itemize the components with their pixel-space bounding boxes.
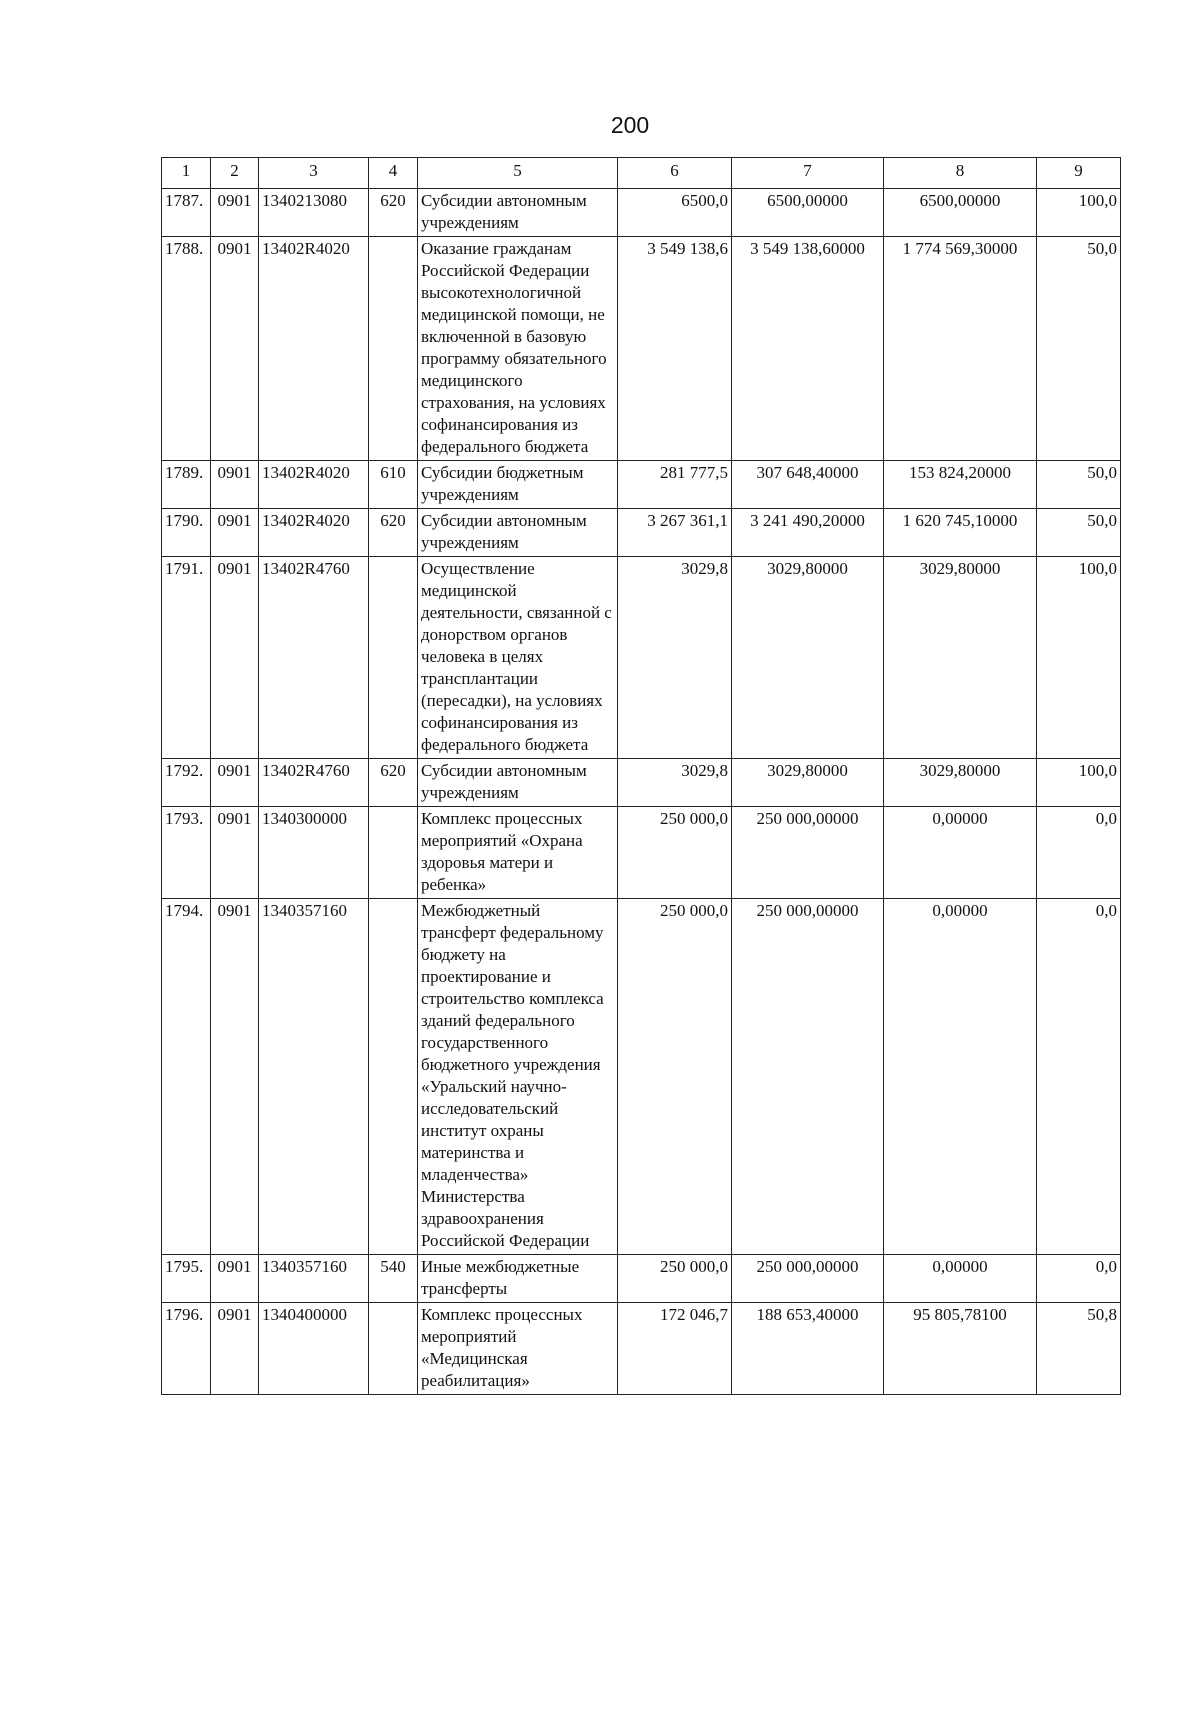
item-name: Оказание гражданам Российской Федерации высокотехнологичной медицинской помощи, не включенной в базовую программу обязательного медицинского страхования, на условиях софинансирования из федерального бюджета — [418, 237, 618, 461]
page-number: 200 — [610, 112, 650, 138]
item-name: Субсидии автономным учреждениям — [418, 509, 618, 557]
value-col6: 3029,8 — [618, 557, 732, 759]
target-code: 1340300000 — [259, 807, 369, 899]
target-code: 13402R4760 — [259, 759, 369, 807]
target-code: 13402R4020 — [259, 509, 369, 557]
section-code: 0901 — [211, 461, 259, 509]
budget-table — [161, 157, 1121, 1395]
table-row — [162, 1255, 1121, 1303]
header-cell: 4 — [369, 158, 418, 189]
value-col8: 0,00000 — [884, 899, 1037, 1255]
item-name: Осуществление медицинской деятельности, связанной с донорством органов человека в целях трансплантации (пересадки), на условиях софинансирования из федерального бюджета — [418, 557, 618, 759]
value-col6: 3029,8 — [618, 759, 732, 807]
value-col8: 6500,00000 — [884, 189, 1037, 237]
header-cell: 9 — [1037, 158, 1121, 189]
header-cell: 5 — [418, 158, 618, 189]
item-name: Межбюджетный трансферт федеральному бюджету на проектирование и строительство комплекса зданий федерального государственного бюджетного учреждения «Уральский научно-исследовательский институт охраны материнства и младенчества» Министерства здравоохранения Российской Федерации — [418, 899, 618, 1255]
value-col7: 3029,80000 — [732, 759, 884, 807]
table-row — [162, 237, 1121, 461]
value-col6: 6500,0 — [618, 189, 732, 237]
value-col6: 250 000,0 — [618, 899, 732, 1255]
percent-col9: 0,0 — [1037, 899, 1121, 1255]
row-number: 1790. — [162, 509, 211, 557]
target-code: 1340357160 — [259, 1255, 369, 1303]
expense-type — [369, 899, 418, 1255]
item-name: Субсидии бюджетным учреждениям — [418, 461, 618, 509]
percent-col9: 100,0 — [1037, 759, 1121, 807]
expense-type: 620 — [369, 759, 418, 807]
table-row — [162, 509, 1121, 557]
table-row — [162, 899, 1121, 1255]
table-row — [162, 461, 1121, 509]
percent-col9: 50,0 — [1037, 509, 1121, 557]
target-code: 13402R4020 — [259, 237, 369, 461]
percent-col9: 50,0 — [1037, 461, 1121, 509]
value-col8: 0,00000 — [884, 1255, 1037, 1303]
value-col7: 250 000,00000 — [732, 1255, 884, 1303]
target-code: 13402R4020 — [259, 461, 369, 509]
value-col8: 0,00000 — [884, 807, 1037, 899]
item-name: Комплекс процессных мероприятий «Медицинская реабилитация» — [418, 1303, 618, 1395]
expense-type — [369, 237, 418, 461]
row-number: 1792. — [162, 759, 211, 807]
row-number: 1789. — [162, 461, 211, 509]
section-code: 0901 — [211, 759, 259, 807]
section-code: 0901 — [211, 899, 259, 1255]
value-col8: 153 824,20000 — [884, 461, 1037, 509]
row-number: 1794. — [162, 899, 211, 1255]
header-cell: 3 — [259, 158, 369, 189]
percent-col9: 50,8 — [1037, 1303, 1121, 1395]
header-cell: 1 — [162, 158, 211, 189]
value-col7: 307 648,40000 — [732, 461, 884, 509]
row-number: 1795. — [162, 1255, 211, 1303]
value-col7: 3 241 490,20000 — [732, 509, 884, 557]
value-col7: 3 549 138,60000 — [732, 237, 884, 461]
value-col7: 3029,80000 — [732, 557, 884, 759]
item-name: Иные межбюджетные трансферты — [418, 1255, 618, 1303]
value-col7: 6500,00000 — [732, 189, 884, 237]
target-code: 1340213080 — [259, 189, 369, 237]
row-number: 1791. — [162, 557, 211, 759]
expense-type — [369, 557, 418, 759]
header-cell: 7 — [732, 158, 884, 189]
expense-type: 620 — [369, 509, 418, 557]
value-col6: 281 777,5 — [618, 461, 732, 509]
percent-col9: 0,0 — [1037, 1255, 1121, 1303]
value-col8: 3029,80000 — [884, 759, 1037, 807]
expense-type: 620 — [369, 189, 418, 237]
section-code: 0901 — [211, 1255, 259, 1303]
value-col6: 3 267 361,1 — [618, 509, 732, 557]
table-row — [162, 1303, 1121, 1395]
value-col6: 250 000,0 — [618, 807, 732, 899]
value-col7: 250 000,00000 — [732, 807, 884, 899]
row-number: 1796. — [162, 1303, 211, 1395]
row-number: 1787. — [162, 189, 211, 237]
table-row — [162, 807, 1121, 899]
percent-col9: 100,0 — [1037, 189, 1121, 237]
value-col8: 1 774 569,30000 — [884, 237, 1037, 461]
table-row — [162, 189, 1121, 237]
table-row — [162, 557, 1121, 759]
value-col6: 250 000,0 — [618, 1255, 732, 1303]
section-code: 0901 — [211, 509, 259, 557]
header-cell: 6 — [618, 158, 732, 189]
row-number: 1793. — [162, 807, 211, 899]
value-col8: 95 805,78100 — [884, 1303, 1037, 1395]
percent-col9: 100,0 — [1037, 557, 1121, 759]
target-code: 1340357160 — [259, 899, 369, 1255]
percent-col9: 0,0 — [1037, 807, 1121, 899]
target-code: 13402R4760 — [259, 557, 369, 759]
section-code: 0901 — [211, 557, 259, 759]
table-row — [162, 759, 1121, 807]
expense-type: 540 — [369, 1255, 418, 1303]
value-col8: 1 620 745,10000 — [884, 509, 1037, 557]
value-col7: 250 000,00000 — [732, 899, 884, 1255]
item-name: Комплекс процессных мероприятий «Охрана здоровья матери и ребенка» — [418, 807, 618, 899]
value-col6: 172 046,7 — [618, 1303, 732, 1395]
expense-type: 610 — [369, 461, 418, 509]
section-code: 0901 — [211, 1303, 259, 1395]
value-col8: 3029,80000 — [884, 557, 1037, 759]
expense-type — [369, 807, 418, 899]
item-name: Субсидии автономным учреждениям — [418, 759, 618, 807]
header-cell: 8 — [884, 158, 1037, 189]
item-name: Субсидии автономным учреждениям — [418, 189, 618, 237]
header-cell: 2 — [211, 158, 259, 189]
header-row — [162, 158, 1121, 189]
target-code: 1340400000 — [259, 1303, 369, 1395]
section-code: 0901 — [211, 237, 259, 461]
value-col6: 3 549 138,6 — [618, 237, 732, 461]
percent-col9: 50,0 — [1037, 237, 1121, 461]
section-code: 0901 — [211, 807, 259, 899]
expense-type — [369, 1303, 418, 1395]
section-code: 0901 — [211, 189, 259, 237]
value-col7: 188 653,40000 — [732, 1303, 884, 1395]
row-number: 1788. — [162, 237, 211, 461]
